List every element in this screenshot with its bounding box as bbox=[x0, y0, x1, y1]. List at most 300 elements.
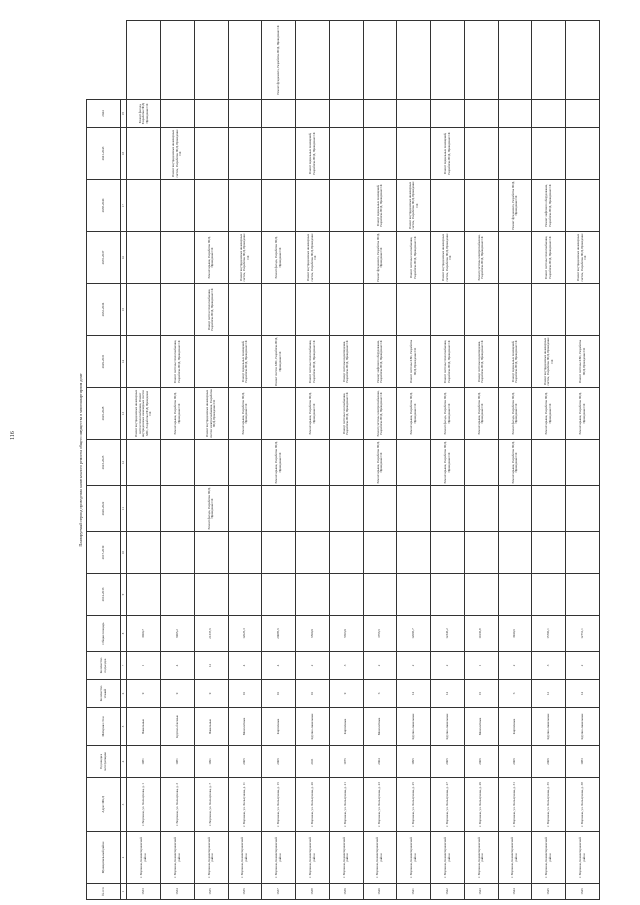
column-index: 3 bbox=[121, 778, 127, 832]
work-period-cell: Ремонт фундамента, Разработка ПСД, Проведение СК bbox=[262, 21, 296, 100]
area-cell: 3940,6 bbox=[498, 616, 532, 652]
material-cell: Крупно-панельные bbox=[431, 708, 465, 746]
table-row bbox=[464, 21, 498, 900]
address-cell: г. Воронеж, ул. Хользунова, д. 7 bbox=[194, 778, 228, 832]
row-number: 1638 bbox=[296, 884, 330, 900]
row-number: 1642 bbox=[431, 884, 465, 900]
work-period-cell: Ремонт крыши, Разработка ПСД, Проведение СК bbox=[262, 440, 296, 486]
work-period-cell bbox=[329, 440, 363, 486]
work-period-cell bbox=[498, 232, 532, 284]
entrances-cell: 2 bbox=[363, 652, 397, 680]
material-cell: Кирпичные bbox=[262, 708, 296, 746]
row-number: 1640 bbox=[363, 884, 397, 900]
work-period-cell bbox=[363, 21, 397, 100]
column-index: 19 bbox=[121, 100, 127, 128]
work-period-cell bbox=[194, 574, 228, 616]
material-cell: Крупно-панельные bbox=[532, 708, 566, 746]
column-header: Муниципальный район bbox=[87, 832, 121, 884]
address-cell: г. Воронеж, ул. Хользунова, д. 15 bbox=[262, 778, 296, 832]
work-period-cell bbox=[498, 486, 532, 532]
work-period-cell: Ремонт внутридомовых инженерных систем теплоснабжения, Ремонт внутридомовых инженерных систем ХВС, Разработка ПСД, Проведение СК bbox=[127, 388, 161, 440]
column-header: 2020-2022 bbox=[87, 486, 121, 532]
work-period-cell: Ремонт системы электроснабжения, Разработка ПСД, Проведение СК bbox=[464, 232, 498, 284]
work-period-cell bbox=[566, 100, 600, 128]
area-cell: 21337,6 bbox=[194, 616, 228, 652]
work-period-cell: Ремонт систем теплоснабжения, Разработка ПСД, Проведение СК bbox=[194, 284, 228, 336]
year-cell: 1981 bbox=[161, 746, 195, 778]
work-period-cell: Ремонт фасада, Разработка ПСД, Проведение СК bbox=[194, 486, 228, 532]
work-period-cell bbox=[228, 532, 262, 574]
work-period-cell bbox=[161, 100, 195, 128]
entrances-cell: 3 bbox=[532, 652, 566, 680]
year-cell: 1995 bbox=[397, 746, 431, 778]
row-number: 1646 bbox=[566, 884, 600, 900]
table-row bbox=[262, 21, 296, 900]
area-cell: 11036,8 bbox=[464, 616, 498, 652]
work-period-cell bbox=[194, 336, 228, 388]
work-period-cell: Ремонт внутридомовых инженерных систем, Разработка ПСД, Проведение СК bbox=[296, 232, 330, 284]
address-cell: г. Воронеж, ул. Хользунова, д. 21 bbox=[329, 778, 363, 832]
work-period-cell bbox=[296, 284, 330, 336]
work-period-cell bbox=[127, 574, 161, 616]
material-cell: Панельные bbox=[127, 708, 161, 746]
work-period-cell bbox=[127, 180, 161, 232]
work-period-cell: Ремонт системы теплоснабжения, Разработка ПСД, Проведение СК bbox=[161, 336, 195, 388]
work-period-cell bbox=[532, 486, 566, 532]
entrances-cell: 4 bbox=[161, 652, 195, 680]
work-period-cell: Ремонт крыши, Разработка ПСД, Проведение СК bbox=[532, 388, 566, 440]
work-period-cell: Ремонт фасада, Разработка ПСД, Проведение СК bbox=[431, 388, 465, 440]
area-cell: 12095,7 bbox=[397, 616, 431, 652]
work-period-cell bbox=[532, 284, 566, 336]
material-cell: Крупно-панельные bbox=[566, 708, 600, 746]
work-period-cell bbox=[431, 284, 465, 336]
row-number: 1644 bbox=[498, 884, 532, 900]
work-period-cell bbox=[397, 532, 431, 574]
entrances-cell: 2 bbox=[296, 652, 330, 680]
work-period-cell: Ремонт лифтового оборудования, Разработка ПСД, Проведение СК bbox=[363, 336, 397, 388]
work-period-cell bbox=[262, 574, 296, 616]
work-period-cell bbox=[397, 128, 431, 180]
column-index: 11 bbox=[121, 486, 127, 532]
address-cell: г. Воронеж, ул. Хользунова, д. 11 bbox=[228, 778, 262, 832]
row-number: 1636 bbox=[228, 884, 262, 900]
column-header: Адрес МКД bbox=[87, 778, 121, 832]
work-period-cell bbox=[194, 180, 228, 232]
column-index: 14 bbox=[121, 336, 127, 388]
row-number: 1637 bbox=[262, 884, 296, 900]
column-index: 7 bbox=[121, 652, 127, 680]
work-period-cell: Ремонт системы теплоснабжения, Разработка ПСД, Проведение СК bbox=[296, 336, 330, 388]
work-period-cell: Ремонт системы электроснабжения, Разработка ПСД, Проведение СК bbox=[363, 388, 397, 440]
district-cell: г. Воронеж, Коминтерновский район bbox=[464, 832, 498, 884]
material-cell: Кирпичные bbox=[498, 708, 532, 746]
district-cell: г. Воронеж, Коминтерновский район bbox=[363, 832, 397, 884]
table-row bbox=[296, 21, 330, 900]
work-period-cell bbox=[464, 532, 498, 574]
work-period-cell bbox=[464, 100, 498, 128]
table-row bbox=[161, 21, 195, 900]
work-period-cell bbox=[397, 440, 431, 486]
entrances-cell: 3 bbox=[329, 652, 363, 680]
row-number: 1634 bbox=[161, 884, 195, 900]
area-cell: 12025,3 bbox=[228, 616, 262, 652]
column-header: 2026-2028 bbox=[87, 388, 121, 440]
work-period-cell bbox=[329, 180, 363, 232]
work-period-cell bbox=[566, 574, 600, 616]
work-period-cell: Ремонт подвальных помещений, Разработка ПСД, Проведение СК bbox=[498, 336, 532, 388]
address-cell: г. Воронеж, ул. Хользунова, д. 35 bbox=[532, 778, 566, 832]
work-period-cell: Ремонт фундамента, Разработка ПСД, Проведение СК bbox=[498, 180, 532, 232]
district-cell: г. Воронеж, Коминтерновский район bbox=[194, 832, 228, 884]
column-index: 12 bbox=[121, 440, 127, 486]
work-period-cell bbox=[329, 486, 363, 532]
work-period-cell: Ремонт крыши, Разработка ПСД, Проведение СК bbox=[296, 388, 330, 440]
work-period-cell bbox=[329, 128, 363, 180]
column-header: 2035-2037 bbox=[87, 232, 121, 284]
material-cell: Крупно-блочные bbox=[161, 708, 195, 746]
work-period-cell: Ремонт фасада, Разработка ПСД, Проведение СК bbox=[262, 232, 296, 284]
row-number: 1633 bbox=[127, 884, 161, 900]
work-period-cell bbox=[329, 232, 363, 284]
work-period-cell bbox=[566, 21, 600, 100]
work-period-cell bbox=[262, 128, 296, 180]
district-cell: г. Воронеж, Коминтерновский район bbox=[262, 832, 296, 884]
floors-cell: 9 bbox=[161, 680, 195, 708]
area-cell: 12345,2 bbox=[431, 616, 465, 652]
work-period-cell bbox=[566, 284, 600, 336]
work-period-cell bbox=[532, 21, 566, 100]
column-index: 16 bbox=[121, 232, 127, 284]
district-cell: г. Воронеж, Коминтерновский район bbox=[329, 832, 363, 884]
work-period-cell bbox=[363, 284, 397, 336]
table-row bbox=[431, 21, 465, 900]
entrances-cell: 4 bbox=[262, 652, 296, 680]
work-period-cell bbox=[397, 574, 431, 616]
work-period-cell: Ремонт крыши, Разработка ПСД, Проведение СК bbox=[431, 440, 465, 486]
work-period-cell bbox=[363, 100, 397, 128]
material-cell: Монолитные bbox=[464, 708, 498, 746]
floors-cell: 10 bbox=[296, 680, 330, 708]
district-cell: г. Воронеж, Коминтерновский район bbox=[566, 832, 600, 884]
work-period-cell: Ремонт системы ХВС, Разработка ПСД, Проведение СК bbox=[566, 336, 600, 388]
work-period-cell bbox=[397, 21, 431, 100]
work-period-cell bbox=[296, 100, 330, 128]
row-number: 1641 bbox=[397, 884, 431, 900]
district-cell: г. Воронеж, Коминтерновский район bbox=[431, 832, 465, 884]
area-cell: 3000,7 bbox=[127, 616, 161, 652]
work-period-cell bbox=[127, 440, 161, 486]
area-cell: 6500,9 bbox=[296, 616, 330, 652]
district-cell: г. Воронеж, Коминтерновский район bbox=[161, 832, 195, 884]
column-index: 17 bbox=[121, 180, 127, 232]
year-cell: 2005 bbox=[431, 746, 465, 778]
entrances-cell: 2 bbox=[498, 652, 532, 680]
work-period-cell bbox=[397, 100, 431, 128]
work-period-cell bbox=[161, 284, 195, 336]
work-period-cell bbox=[262, 388, 296, 440]
column-index: 15 bbox=[121, 284, 127, 336]
work-period-cell bbox=[296, 21, 330, 100]
entrances-cell: 2 bbox=[566, 652, 600, 680]
work-period-cell: Ремонт крыши, Разработка ПСД, Проведение СК bbox=[228, 388, 262, 440]
work-period-cell: Ремонт системы водоотведения, Разработка ПСД, Проведение СК bbox=[464, 336, 498, 388]
work-period-cell: Ремонт системы теплоснабжения, Разработка ПСД, Проведение СК bbox=[532, 232, 566, 284]
address-cell: г. Воронеж, ул. Хользунова, д. 3 bbox=[161, 778, 195, 832]
year-cell: 2004 bbox=[363, 746, 397, 778]
material-cell: Монолитные bbox=[363, 708, 397, 746]
floors-cell: 10 bbox=[228, 680, 262, 708]
address-cell: г. Воронеж, ул. Хользунова, д. 23 bbox=[363, 778, 397, 832]
column-header: 2017-2019 bbox=[87, 532, 121, 574]
column-header: Материал стен bbox=[87, 708, 121, 746]
address-cell: г. Воронеж, ул. Хользунова, д. 31 bbox=[498, 778, 532, 832]
work-period-cell bbox=[228, 574, 262, 616]
work-period-cell: Ремонт крыши, Разработка ПСД, Проведение СК bbox=[397, 388, 431, 440]
work-period-cell: Ремонт системы газоснабжения, Разработка ПСД, Проведение СК bbox=[329, 388, 363, 440]
table-row bbox=[498, 21, 532, 900]
column-header: Количество этажей bbox=[87, 680, 121, 708]
column-index: 8 bbox=[121, 616, 127, 652]
entrances-cell: 2 bbox=[431, 652, 465, 680]
column-header: 2032-2034 bbox=[87, 284, 121, 336]
work-period-cell bbox=[566, 180, 600, 232]
registry-sheet bbox=[64, 20, 604, 900]
table-row bbox=[228, 21, 262, 900]
work-period-cell bbox=[431, 100, 465, 128]
work-period-cell bbox=[161, 486, 195, 532]
work-period-cell bbox=[228, 486, 262, 532]
table-row bbox=[532, 21, 566, 900]
work-period-cell bbox=[329, 100, 363, 128]
column-index: 4 bbox=[121, 746, 127, 778]
work-period-cell bbox=[431, 574, 465, 616]
address-cell: г. Воронеж, ул. Хользунова, д. 25 bbox=[397, 778, 431, 832]
year-cell: 2006 bbox=[532, 746, 566, 778]
work-period-cell: Ремонт крыши, Разработка ПСД, Проведение СК bbox=[363, 440, 397, 486]
column-header: № п/п bbox=[87, 884, 121, 900]
table-row bbox=[363, 21, 397, 900]
work-period-cell bbox=[431, 532, 465, 574]
work-period-cell bbox=[566, 532, 600, 574]
work-period-cell bbox=[498, 100, 532, 128]
work-period-cell: Ремонт систем ХВС, Разработка ПСД, Проведение СК bbox=[262, 336, 296, 388]
work-period-cell bbox=[329, 284, 363, 336]
work-period-cell bbox=[532, 440, 566, 486]
entrances-cell: 1 bbox=[464, 652, 498, 680]
work-period-cell: Ремонт лифтового оборудования, Разработка ПСД, Проведение СК bbox=[532, 180, 566, 232]
column-header: 2023-2025 bbox=[87, 440, 121, 486]
work-period-cell bbox=[296, 440, 330, 486]
column-header: 2041-2043 bbox=[87, 128, 121, 180]
work-period-cell bbox=[498, 128, 532, 180]
address-cell: г. Воронеж, ул. Хользунова, д. 1 bbox=[127, 778, 161, 832]
work-period-cell bbox=[498, 532, 532, 574]
column-index: 13 bbox=[121, 388, 127, 440]
year-cell: 2006 bbox=[498, 746, 532, 778]
work-period-cell bbox=[464, 486, 498, 532]
work-period-cell bbox=[161, 440, 195, 486]
column-index: 9 bbox=[121, 574, 127, 616]
area-cell: 15706,1 bbox=[532, 616, 566, 652]
column-header: Общая площадь bbox=[87, 616, 121, 652]
district-cell: г. Воронеж, Коминтерновский район bbox=[397, 832, 431, 884]
work-period-cell bbox=[532, 574, 566, 616]
address-cell: г. Воронеж, ул. Хользунова, д. 29 bbox=[464, 778, 498, 832]
work-period-cell bbox=[161, 574, 195, 616]
work-period-cell bbox=[566, 486, 600, 532]
work-period-cell bbox=[127, 532, 161, 574]
work-period-cell: Ремонт внутридомовых инженерных систем, Разработка ПСД, Проведение СК bbox=[161, 128, 195, 180]
work-period-cell bbox=[262, 532, 296, 574]
address-cell: г. Воронеж, ул. Хользунова, д. 38 bbox=[566, 778, 600, 832]
entrances-cell: 1 bbox=[127, 652, 161, 680]
work-period-cell bbox=[431, 180, 465, 232]
work-period-cell: Ремонт крыши, Разработка ПСД, Проведение СК bbox=[194, 232, 228, 284]
work-period-cell: Ремонт подвальных помещений, Разработка ПСД, Проведение СК bbox=[431, 128, 465, 180]
area-cell: 12751,1 bbox=[566, 616, 600, 652]
work-period-cell bbox=[296, 532, 330, 574]
area-cell: 6905,2 bbox=[161, 616, 195, 652]
work-period-cell bbox=[161, 21, 195, 100]
floors-cell: 6 bbox=[498, 680, 532, 708]
work-period-cell bbox=[498, 574, 532, 616]
work-period-cell bbox=[161, 180, 195, 232]
work-period-cell bbox=[194, 100, 228, 128]
work-period-cell bbox=[296, 574, 330, 616]
table-banner: Планируемый период проведения капитального ремонта общего имущества в многоквартирном доме bbox=[78, 373, 83, 547]
work-period-cell: Ремонт системы теплоснабжения, Разработка ПСД, Проведение СК bbox=[431, 336, 465, 388]
work-period-cell: Ремонт крыши, Разработка ПСД, Проведение СК bbox=[161, 388, 195, 440]
work-period-cell: Ремонт системы газоснабжения, Разработка ПСД, Проведение СК bbox=[397, 232, 431, 284]
table-row bbox=[194, 21, 228, 900]
work-period-cell bbox=[363, 532, 397, 574]
work-period-cell bbox=[262, 284, 296, 336]
work-period-cell bbox=[296, 486, 330, 532]
work-period-cell bbox=[127, 128, 161, 180]
work-period-cell bbox=[464, 128, 498, 180]
work-period-cell bbox=[127, 284, 161, 336]
work-period-cell: Ремонт фасада, Разработка ПСД, Проведение СК bbox=[127, 100, 161, 128]
material-cell: Крупно-панельные bbox=[397, 708, 431, 746]
table-row bbox=[329, 21, 363, 900]
work-period-cell: Ремонт крыши, Разработка ПСД, Проведение СК bbox=[498, 440, 532, 486]
work-period-cell bbox=[532, 128, 566, 180]
floors-cell: 14 bbox=[431, 680, 465, 708]
floors-cell: 9 bbox=[127, 680, 161, 708]
work-period-cell bbox=[363, 574, 397, 616]
entrances-cell: 4 bbox=[228, 652, 262, 680]
column-index: 10 bbox=[121, 532, 127, 574]
column-header: 2044 bbox=[87, 100, 121, 128]
work-period-cell bbox=[228, 180, 262, 232]
work-period-cell bbox=[127, 21, 161, 100]
district-cell: г. Воронеж, Коминтерновский район bbox=[498, 832, 532, 884]
work-period-cell bbox=[329, 532, 363, 574]
registry-table bbox=[86, 20, 600, 900]
work-period-cell: Ремонт фасада, Разработка ПСД, Проведение СК bbox=[498, 388, 532, 440]
work-period-cell: Ремонт крыши, Разработка ПСД, Проведение СК bbox=[464, 388, 498, 440]
district-cell: г. Воронеж, Коминтерновский район bbox=[296, 832, 330, 884]
table-row bbox=[566, 21, 600, 900]
column-index: 5 bbox=[121, 708, 127, 746]
material-cell: Монолитные bbox=[228, 708, 262, 746]
column-header: 2038-2040 bbox=[87, 180, 121, 232]
column-index: 18 bbox=[121, 128, 127, 180]
work-period-cell bbox=[296, 180, 330, 232]
district-cell: г. Воронеж, Коминтерновский район bbox=[532, 832, 566, 884]
work-period-cell bbox=[161, 232, 195, 284]
work-period-cell bbox=[194, 440, 228, 486]
work-period-cell bbox=[127, 486, 161, 532]
material-cell: Крупно-панельные bbox=[296, 708, 330, 746]
work-period-cell: Ремонт системы водоотведения, Разработка ПСД, Проведение СК bbox=[329, 336, 363, 388]
work-period-cell bbox=[397, 284, 431, 336]
work-period-cell bbox=[194, 128, 228, 180]
year-cell: 1975 bbox=[329, 746, 363, 778]
column-index: 6 bbox=[121, 680, 127, 708]
column-header: Год ввода в эксплуатацию bbox=[87, 746, 121, 778]
work-period-cell: Ремонт внутридомовых инженерных систем, Разработка ПСД, Проведение СК bbox=[566, 232, 600, 284]
column-header: Количество подъездов bbox=[87, 652, 121, 680]
floors-cell: 9 bbox=[329, 680, 363, 708]
work-period-cell bbox=[194, 532, 228, 574]
year-cell: 2005 bbox=[228, 746, 262, 778]
column-header: 2014-2016 bbox=[87, 574, 121, 616]
floors-cell: 16 bbox=[464, 680, 498, 708]
work-period-cell bbox=[532, 532, 566, 574]
work-period-cell bbox=[363, 128, 397, 180]
work-period-cell bbox=[262, 486, 296, 532]
work-period-cell bbox=[532, 100, 566, 128]
area-cell: 5663,9 bbox=[329, 616, 363, 652]
work-period-cell: Ремонт внутридомовых инженерных систем электроснабжения, Разработка ПСД, Проведение СК bbox=[194, 388, 228, 440]
entrances-cell: 12 bbox=[194, 652, 228, 680]
work-period-cell bbox=[464, 440, 498, 486]
page-number: 116 bbox=[10, 431, 16, 440]
header-row bbox=[87, 21, 121, 900]
year-cell: 2006 bbox=[464, 746, 498, 778]
work-period-cell: Ремонт внутридомовых инженерных систем, Разработка ПСД, Проведение СК bbox=[532, 336, 566, 388]
work-period-cell bbox=[566, 128, 600, 180]
column-index: 1 bbox=[121, 884, 127, 900]
district-cell: г. Воронеж, Коминтерновский район bbox=[127, 832, 161, 884]
work-period-cell: Ремонт крыши, Разработка ПСД, Проведение СК bbox=[566, 388, 600, 440]
work-period-cell bbox=[431, 21, 465, 100]
work-period-cell: Ремонт фундамента, Разработка ПСД, Проведение СК bbox=[363, 232, 397, 284]
year-cell: 1983 bbox=[566, 746, 600, 778]
work-period-cell: Ремонт подвальных помещений, Разработка ПСД, Проведение СК bbox=[363, 180, 397, 232]
address-cell: г. Воронеж, ул. Хользунова, д. 27 bbox=[431, 778, 465, 832]
work-period-cell bbox=[464, 574, 498, 616]
area-cell: 3766,5 bbox=[363, 616, 397, 652]
year-cell: 1991 bbox=[194, 746, 228, 778]
work-period-cell bbox=[228, 440, 262, 486]
year-cell: 1981 bbox=[127, 746, 161, 778]
table-body bbox=[127, 21, 600, 900]
work-period-cell bbox=[498, 21, 532, 100]
row-number: 1639 bbox=[329, 884, 363, 900]
work-period-cell bbox=[566, 440, 600, 486]
row-number: 1635 bbox=[194, 884, 228, 900]
entrances-cell: 2 bbox=[397, 652, 431, 680]
table-row bbox=[397, 21, 431, 900]
work-period-cell bbox=[262, 180, 296, 232]
floors-cell: 6 bbox=[363, 680, 397, 708]
row-number: 1645 bbox=[532, 884, 566, 900]
column-header: 2029-2031 bbox=[87, 336, 121, 388]
work-period-cell bbox=[363, 486, 397, 532]
